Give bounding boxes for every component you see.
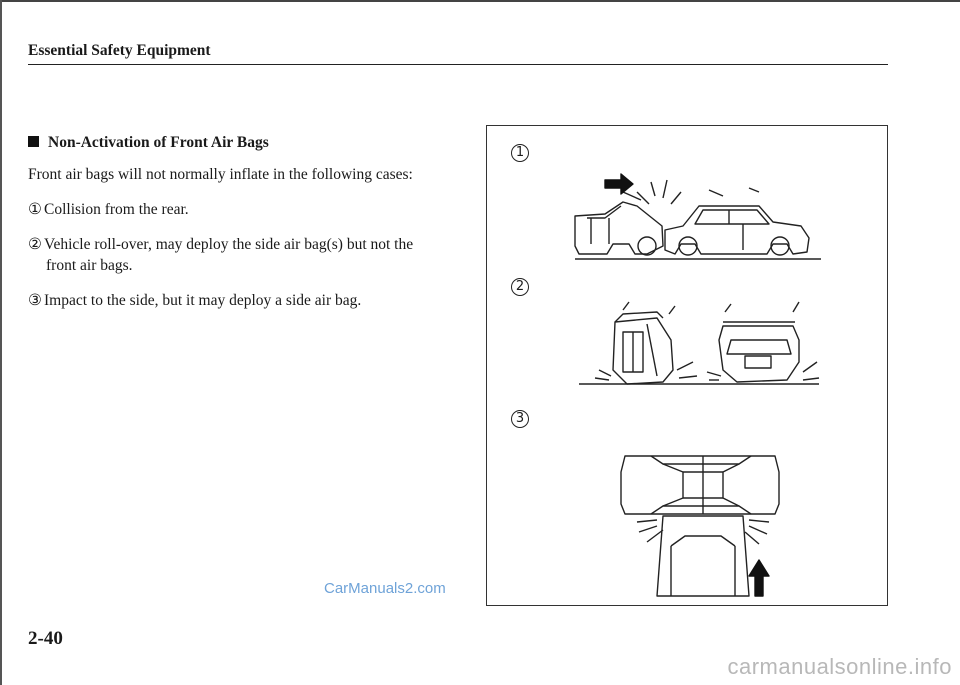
figure-label-1: 1 xyxy=(511,144,529,162)
rollover-scene xyxy=(579,302,819,384)
list-item-number: ③ xyxy=(28,292,42,309)
subheading-text: Non-Activation of Front Air Bags xyxy=(48,134,269,151)
footer-site-text: carmanualsonline.info xyxy=(727,654,952,679)
illustration-box xyxy=(486,125,888,606)
rear-collision-scene xyxy=(575,180,821,259)
list-item-continuation: front air bags. xyxy=(46,257,133,274)
list-item xyxy=(28,290,458,311)
scan-edge-top xyxy=(0,0,960,2)
subheading xyxy=(28,134,269,152)
list-item xyxy=(28,234,458,276)
illustration-drawing xyxy=(487,126,887,605)
section-header: Essential Safety Equipment xyxy=(28,42,211,59)
list-item xyxy=(28,199,458,220)
list-item-text: Vehicle roll-over, may deploy the side air bag(s) but not the xyxy=(44,236,414,253)
list-item-text: Collision from the rear. xyxy=(44,201,189,218)
page-number: 2-40 xyxy=(28,628,63,649)
header-rule xyxy=(28,64,888,65)
list-item-number: ② xyxy=(28,236,42,253)
watermark-text: CarManuals2.com xyxy=(324,580,446,597)
figure-label-3: 3 xyxy=(511,410,529,428)
bullet-square-icon xyxy=(28,136,39,147)
intro-paragraph: Front air bags will not normally inflate in the following cases: xyxy=(28,166,413,183)
figure-label-2: 2 xyxy=(511,278,529,296)
scan-edge-left xyxy=(0,0,2,685)
direction-arrow-icon xyxy=(605,174,633,194)
direction-arrow-icon xyxy=(749,560,769,596)
list-item-number: ① xyxy=(28,201,42,218)
list-item-text: Impact to the side, but it may deploy a side air bag. xyxy=(44,292,362,309)
